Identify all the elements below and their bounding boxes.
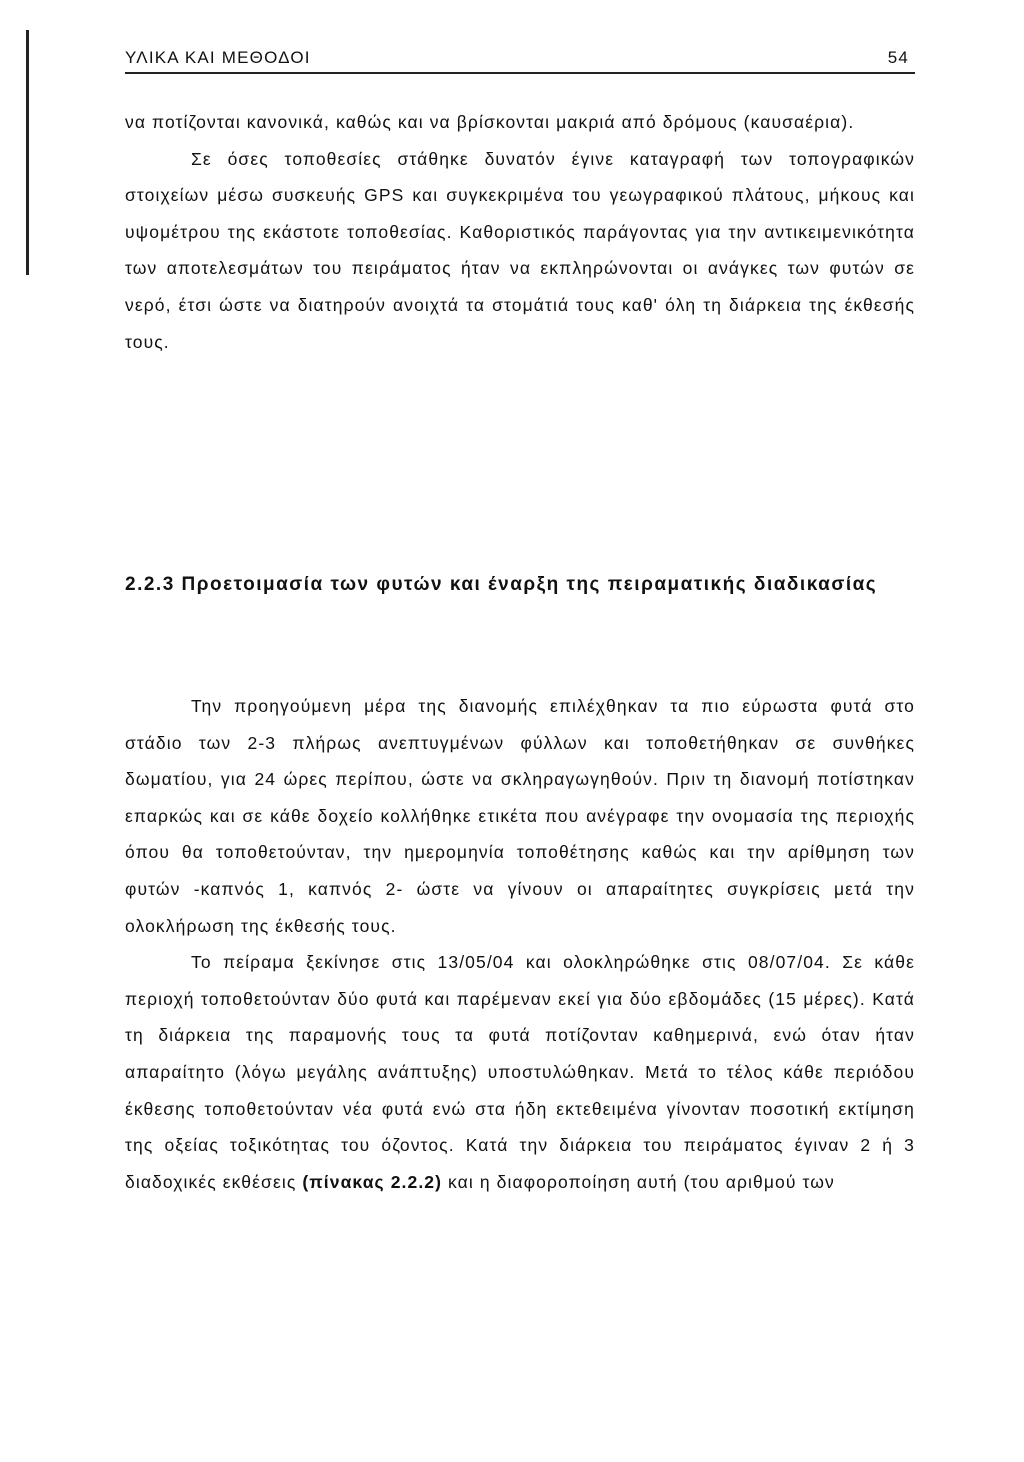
page-number: 54 xyxy=(887,48,909,67)
experiment-timeline-tail: και η διαφοροποίηση αυτή (του αριθμού των xyxy=(448,1171,835,1192)
scan-margin-line xyxy=(26,30,29,275)
table-reference: (πίνακας 2.2.2) xyxy=(302,1171,443,1192)
running-header-title: ΥΛΙΚΑ ΚΑΙ ΜΕΘΟΔΟΙ xyxy=(125,48,311,67)
paragraph-experiment-timeline xyxy=(125,944,915,1200)
body-text-bottom xyxy=(125,688,915,1200)
paragraph-continuation: να ποτίζονται κανονικά, καθώς και να βρίσκονται μακριά από δρόμους (καυσαέρια). xyxy=(125,112,855,132)
page-header xyxy=(125,48,915,74)
paragraph-gps-location: Σε όσες τοποθεσίες στάθηκε δυνατόν έγινε καταγραφή των τοπογραφικών στοιχείων μέσω συσκευής GPS και συγκεκριμένα του γεωγραφικού πλάτους, μήκους και υψομέτρου της εκάστοτε τοποθεσίας. Καθοριστικός παράγοντας για την αντικειμενικότητα των αποτελεσμάτων του πειράματος ήταν να εκπληρώνονται οι ανάγκες των φυτών σε νερό, έτσι ώστε να διατηρούν ανοιχτά τα στομάτιά τους καθ' όλη τη διάρκεια της έκθεσής τους. xyxy=(125,148,915,352)
header-rule xyxy=(125,72,915,74)
paragraph-plant-preparation: Την προηγούμενη μέρα της διανομής επιλέχθηκαν τα πιο εύρωστα φυτά στο στάδιο των 2-3 πλήρως ανεπτυγμένων φύλλων και τοποθετήθηκαν σε συνθήκες δωματίου, για 24 ώρες περίπου, ώστε να σκληραγωγηθούν. Πριν τη διανομή ποτίστηκαν επαρκώς και σε κάθε δοχείο κολλήθηκε ετικέτα που ανέγραφε την ονομασία της περιοχής όπου θα τοποθετούνταν, την ημερομηνία τοποθέτησης καθώς και την αρίθμηση των φυτών -καπνός 1, καπνός 2- ώστε να γίνουν οι απαραίτητες συγκρίσεις μετά την ολοκλήρωση της έκθεσής τους. xyxy=(125,696,915,936)
body-text-top xyxy=(125,104,915,360)
section-2-2-3 xyxy=(125,567,915,603)
section-heading: 2.2.3 Προετοιμασία των φυτών και έναρξη της πειραματικής διαδικασίας xyxy=(125,574,878,595)
experiment-timeline-text: Το πείραμα ξεκίνησε στις 13/05/04 και ολοκληρώθηκε στις 08/07/04. Σε κάθε περιοχή τοποθετούνταν δύο φυτά και παρέμεναν εκεί για δύο εβδομάδες (15 μέρες). Κατά τη διάρκεια της παραμονής τους τα φυτά ποτίζονταν καθημερινά, ενώ όταν ήταν απαραίτητο (λόγω μεγάλης ανάπτυξης) υποστυλώθηκαν. Μετά το τέλος κάθε περιόδου έκθεσης τοποθετούνταν νέα φυτά ενώ στα ήδη εκτεθειμένα γίνονταν ποσοτική εκτίμηση της οξείας τοξικότητας του όζοντος. Κατά την διάρκεια του πειράματος έγιναν 2 ή 3 διαδοχικές εκθέσεις xyxy=(125,952,915,1192)
